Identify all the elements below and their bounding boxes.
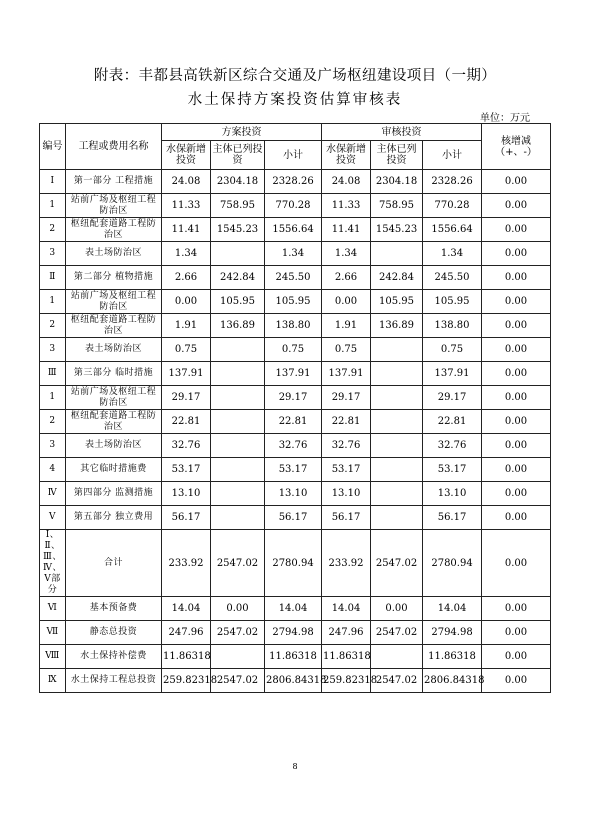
row-name: 站前广场及枢纽工程防治区 bbox=[66, 194, 162, 218]
review-new-invest: 233.92 bbox=[322, 530, 371, 597]
review-subtotal: 56.17 bbox=[423, 506, 482, 530]
plan-new-invest: 2.66 bbox=[162, 266, 211, 290]
table-row bbox=[40, 242, 551, 266]
review-subtotal: 14.04 bbox=[423, 597, 482, 621]
table-row bbox=[40, 362, 551, 386]
review-subtotal: 2806.84318 bbox=[423, 669, 482, 693]
change-value: 0.00 bbox=[482, 242, 551, 266]
plan-main-invest bbox=[211, 338, 265, 362]
plan-new-invest: 1.34 bbox=[162, 242, 211, 266]
row-name: 静态总投资 bbox=[66, 621, 162, 645]
table-row bbox=[40, 506, 551, 530]
row-no: Ⅷ bbox=[40, 645, 66, 669]
plan-subtotal: 56.17 bbox=[265, 506, 322, 530]
table-row bbox=[40, 645, 551, 669]
plan-new-invest: 24.08 bbox=[162, 170, 211, 194]
review-main-invest bbox=[371, 458, 423, 482]
row-no: 3 bbox=[40, 434, 66, 458]
plan-main-invest: 136.89 bbox=[211, 314, 265, 338]
header-name: 工程或费用名称 bbox=[66, 124, 162, 170]
plan-main-invest bbox=[211, 458, 265, 482]
row-name: 基本预备费 bbox=[66, 597, 162, 621]
header-change: 核增减（+、-） bbox=[482, 124, 551, 170]
row-name: 第四部分 监测措施 bbox=[66, 482, 162, 506]
plan-main-invest: 2304.18 bbox=[211, 170, 265, 194]
plan-new-invest: 0.00 bbox=[162, 290, 211, 314]
review-main-invest: 242.84 bbox=[371, 266, 423, 290]
plan-main-invest bbox=[211, 434, 265, 458]
plan-subtotal: 1.34 bbox=[265, 242, 322, 266]
review-subtotal: 2780.94 bbox=[423, 530, 482, 597]
row-name: 第三部分 临时措施 bbox=[66, 362, 162, 386]
review-new-invest: 14.04 bbox=[322, 597, 371, 621]
plan-new-invest: 259.82318 bbox=[162, 669, 211, 693]
row-no: Ⅶ bbox=[40, 621, 66, 645]
row-name: 第一部分 工程措施 bbox=[66, 170, 162, 194]
review-subtotal: 2794.98 bbox=[423, 621, 482, 645]
plan-subtotal: 137.91 bbox=[265, 362, 322, 386]
review-main-invest: 0.00 bbox=[371, 597, 423, 621]
plan-new-invest: 56.17 bbox=[162, 506, 211, 530]
table-row bbox=[40, 314, 551, 338]
header-plan-new: 水保新增投资 bbox=[162, 141, 211, 170]
row-no: Ⅸ bbox=[40, 669, 66, 693]
review-new-invest: 11.86318 bbox=[322, 645, 371, 669]
plan-main-invest: 105.95 bbox=[211, 290, 265, 314]
plan-subtotal: 105.95 bbox=[265, 290, 322, 314]
review-new-invest: 259.82318 bbox=[322, 669, 371, 693]
review-new-invest: 1.91 bbox=[322, 314, 371, 338]
row-no: 2 bbox=[40, 314, 66, 338]
table-row bbox=[40, 530, 551, 597]
review-new-invest: 56.17 bbox=[322, 506, 371, 530]
plan-subtotal: 770.28 bbox=[265, 194, 322, 218]
change-value: 0.00 bbox=[482, 506, 551, 530]
row-no: Ⅴ bbox=[40, 506, 66, 530]
row-no: Ⅵ bbox=[40, 597, 66, 621]
plan-subtotal: 32.76 bbox=[265, 434, 322, 458]
change-value: 0.00 bbox=[482, 410, 551, 434]
change-value: 0.00 bbox=[482, 645, 551, 669]
plan-subtotal: 53.17 bbox=[265, 458, 322, 482]
review-subtotal: 0.75 bbox=[423, 338, 482, 362]
review-main-invest bbox=[371, 242, 423, 266]
plan-main-invest bbox=[211, 645, 265, 669]
plan-new-invest: 247.96 bbox=[162, 621, 211, 645]
plan-new-invest: 137.91 bbox=[162, 362, 211, 386]
header-no: 编号 bbox=[40, 124, 66, 170]
plan-subtotal: 2806.84318 bbox=[265, 669, 322, 693]
review-new-invest: 247.96 bbox=[322, 621, 371, 645]
row-name: 表土场防治区 bbox=[66, 338, 162, 362]
row-no: 2 bbox=[40, 218, 66, 242]
review-subtotal: 11.86318 bbox=[423, 645, 482, 669]
row-no: 3 bbox=[40, 242, 66, 266]
plan-main-invest bbox=[211, 362, 265, 386]
row-no: 1 bbox=[40, 290, 66, 314]
plan-main-invest: 2547.02 bbox=[211, 669, 265, 693]
review-new-invest: 11.41 bbox=[322, 218, 371, 242]
change-value: 0.00 bbox=[482, 458, 551, 482]
plan-subtotal: 2328.26 bbox=[265, 170, 322, 194]
plan-subtotal: 14.04 bbox=[265, 597, 322, 621]
review-main-invest: 758.95 bbox=[371, 194, 423, 218]
table-row bbox=[40, 266, 551, 290]
review-new-invest: 0.75 bbox=[322, 338, 371, 362]
row-no: 4 bbox=[40, 458, 66, 482]
row-no: 1 bbox=[40, 194, 66, 218]
review-main-invest bbox=[371, 434, 423, 458]
review-subtotal: 1556.64 bbox=[423, 218, 482, 242]
header-review-main: 主体已列投资 bbox=[371, 141, 423, 170]
page-number: 8 bbox=[292, 762, 298, 771]
review-subtotal: 138.80 bbox=[423, 314, 482, 338]
table-row bbox=[40, 458, 551, 482]
review-subtotal: 137.91 bbox=[423, 362, 482, 386]
row-name: 枢纽配套道路工程防治区 bbox=[66, 314, 162, 338]
row-name: 水土保持补偿费 bbox=[66, 645, 162, 669]
table-row bbox=[40, 482, 551, 506]
table-row bbox=[40, 338, 551, 362]
row-no: Ⅳ bbox=[40, 482, 66, 506]
plan-new-invest: 11.41 bbox=[162, 218, 211, 242]
row-name: 表土场防治区 bbox=[66, 242, 162, 266]
review-new-invest: 1.34 bbox=[322, 242, 371, 266]
row-no: 2 bbox=[40, 410, 66, 434]
row-no: Ⅰ bbox=[40, 170, 66, 194]
review-main-invest: 2547.02 bbox=[371, 621, 423, 645]
review-main-invest: 2547.02 bbox=[371, 669, 423, 693]
review-new-invest: 22.81 bbox=[322, 410, 371, 434]
review-main-invest: 105.95 bbox=[371, 290, 423, 314]
change-value: 0.00 bbox=[482, 194, 551, 218]
change-value: 0.00 bbox=[482, 266, 551, 290]
plan-subtotal: 22.81 bbox=[265, 410, 322, 434]
unit-label: 单位：万元 bbox=[480, 113, 530, 124]
plan-main-invest: 1545.23 bbox=[211, 218, 265, 242]
change-value: 0.00 bbox=[482, 170, 551, 194]
table-row bbox=[40, 194, 551, 218]
plan-new-invest: 11.33 bbox=[162, 194, 211, 218]
review-new-invest: 11.33 bbox=[322, 194, 371, 218]
plan-main-invest bbox=[211, 482, 265, 506]
review-main-invest bbox=[371, 338, 423, 362]
plan-new-invest: 13.10 bbox=[162, 482, 211, 506]
change-value: 0.00 bbox=[482, 482, 551, 506]
row-no: 3 bbox=[40, 338, 66, 362]
review-main-invest bbox=[371, 506, 423, 530]
review-new-invest: 29.17 bbox=[322, 386, 371, 410]
change-value: 0.00 bbox=[482, 621, 551, 645]
change-value: 0.00 bbox=[482, 362, 551, 386]
review-subtotal: 53.17 bbox=[423, 458, 482, 482]
plan-main-invest: 2547.02 bbox=[211, 530, 265, 597]
change-value: 0.00 bbox=[482, 338, 551, 362]
change-value: 0.00 bbox=[482, 669, 551, 693]
header-plan-main: 主体已列投资 bbox=[211, 141, 265, 170]
plan-main-invest: 758.95 bbox=[211, 194, 265, 218]
plan-new-invest: 22.81 bbox=[162, 410, 211, 434]
plan-main-invest: 242.84 bbox=[211, 266, 265, 290]
document-subtitle: 水土保持方案投资估算审核表 bbox=[187, 92, 403, 108]
document-title: 附表：丰都县高铁新区综合交通及广场枢纽建设项目（一期） bbox=[93, 68, 497, 84]
change-value: 0.00 bbox=[482, 290, 551, 314]
change-value: 0.00 bbox=[482, 386, 551, 410]
review-subtotal: 1.34 bbox=[423, 242, 482, 266]
plan-main-invest bbox=[211, 386, 265, 410]
review-main-invest bbox=[371, 362, 423, 386]
row-name: 表土场防治区 bbox=[66, 434, 162, 458]
table-row bbox=[40, 170, 551, 194]
review-new-invest: 32.76 bbox=[322, 434, 371, 458]
plan-main-invest: 2547.02 bbox=[211, 621, 265, 645]
plan-subtotal: 245.50 bbox=[265, 266, 322, 290]
investment-table bbox=[39, 123, 551, 693]
plan-new-invest: 29.17 bbox=[162, 386, 211, 410]
review-main-invest: 136.89 bbox=[371, 314, 423, 338]
table-row bbox=[40, 434, 551, 458]
review-subtotal: 245.50 bbox=[423, 266, 482, 290]
review-new-invest: 13.10 bbox=[322, 482, 371, 506]
review-new-invest: 2.66 bbox=[322, 266, 371, 290]
plan-subtotal: 11.86318 bbox=[265, 645, 322, 669]
row-name: 枢纽配套道路工程防治区 bbox=[66, 218, 162, 242]
plan-subtotal: 2780.94 bbox=[265, 530, 322, 597]
review-main-invest bbox=[371, 482, 423, 506]
review-subtotal: 13.10 bbox=[423, 482, 482, 506]
review-subtotal: 770.28 bbox=[423, 194, 482, 218]
plan-main-invest: 0.00 bbox=[211, 597, 265, 621]
row-name: 合计 bbox=[66, 530, 162, 597]
plan-subtotal: 29.17 bbox=[265, 386, 322, 410]
header-review-new: 水保新增投资 bbox=[322, 141, 371, 170]
review-main-invest: 2547.02 bbox=[371, 530, 423, 597]
change-value: 0.00 bbox=[482, 434, 551, 458]
review-subtotal: 2328.26 bbox=[423, 170, 482, 194]
table-row bbox=[40, 410, 551, 434]
review-subtotal: 105.95 bbox=[423, 290, 482, 314]
row-name: 水土保持工程总投资 bbox=[66, 669, 162, 693]
table-row bbox=[40, 218, 551, 242]
row-no: Ⅱ bbox=[40, 266, 66, 290]
plan-main-invest bbox=[211, 242, 265, 266]
plan-new-invest: 11.86318 bbox=[162, 645, 211, 669]
review-main-invest: 1545.23 bbox=[371, 218, 423, 242]
table-row bbox=[40, 386, 551, 410]
table-row bbox=[40, 290, 551, 314]
review-main-invest bbox=[371, 645, 423, 669]
row-name: 枢纽配套道路工程防治区 bbox=[66, 410, 162, 434]
header-review-group: 审核投资 bbox=[322, 124, 482, 141]
row-no: Ⅰ、Ⅱ、Ⅲ、Ⅳ、Ⅴ部分 bbox=[40, 530, 66, 597]
change-value: 0.00 bbox=[482, 530, 551, 597]
header-plan-subtotal: 小计 bbox=[265, 141, 322, 170]
review-new-invest: 0.00 bbox=[322, 290, 371, 314]
change-value: 0.00 bbox=[482, 218, 551, 242]
change-value: 0.00 bbox=[482, 597, 551, 621]
header-plan-group: 方案投资 bbox=[162, 124, 322, 141]
review-subtotal: 29.17 bbox=[423, 386, 482, 410]
plan-new-invest: 32.76 bbox=[162, 434, 211, 458]
plan-main-invest bbox=[211, 506, 265, 530]
plan-subtotal: 138.80 bbox=[265, 314, 322, 338]
plan-new-invest: 233.92 bbox=[162, 530, 211, 597]
row-name: 第二部分 植物措施 bbox=[66, 266, 162, 290]
plan-new-invest: 0.75 bbox=[162, 338, 211, 362]
review-main-invest bbox=[371, 410, 423, 434]
plan-subtotal: 2794.98 bbox=[265, 621, 322, 645]
review-new-invest: 53.17 bbox=[322, 458, 371, 482]
review-main-invest bbox=[371, 386, 423, 410]
plan-new-invest: 53.17 bbox=[162, 458, 211, 482]
plan-new-invest: 14.04 bbox=[162, 597, 211, 621]
plan-subtotal: 1556.64 bbox=[265, 218, 322, 242]
review-main-invest: 2304.18 bbox=[371, 170, 423, 194]
plan-subtotal: 0.75 bbox=[265, 338, 322, 362]
review-subtotal: 32.76 bbox=[423, 434, 482, 458]
review-subtotal: 22.81 bbox=[423, 410, 482, 434]
header-review-subtotal: 小计 bbox=[423, 141, 482, 170]
review-new-invest: 24.08 bbox=[322, 170, 371, 194]
row-name: 站前广场及枢纽工程防治区 bbox=[66, 290, 162, 314]
row-no: 1 bbox=[40, 386, 66, 410]
plan-new-invest: 1.91 bbox=[162, 314, 211, 338]
row-no: Ⅲ bbox=[40, 362, 66, 386]
table-row bbox=[40, 669, 551, 693]
plan-main-invest bbox=[211, 410, 265, 434]
row-name: 站前广场及枢纽工程防治区 bbox=[66, 386, 162, 410]
table-row bbox=[40, 597, 551, 621]
table-row bbox=[40, 621, 551, 645]
row-name: 第五部分 独立费用 bbox=[66, 506, 162, 530]
change-value: 0.00 bbox=[482, 314, 551, 338]
review-new-invest: 137.91 bbox=[322, 362, 371, 386]
plan-subtotal: 13.10 bbox=[265, 482, 322, 506]
row-name: 其它临时措施费 bbox=[66, 458, 162, 482]
